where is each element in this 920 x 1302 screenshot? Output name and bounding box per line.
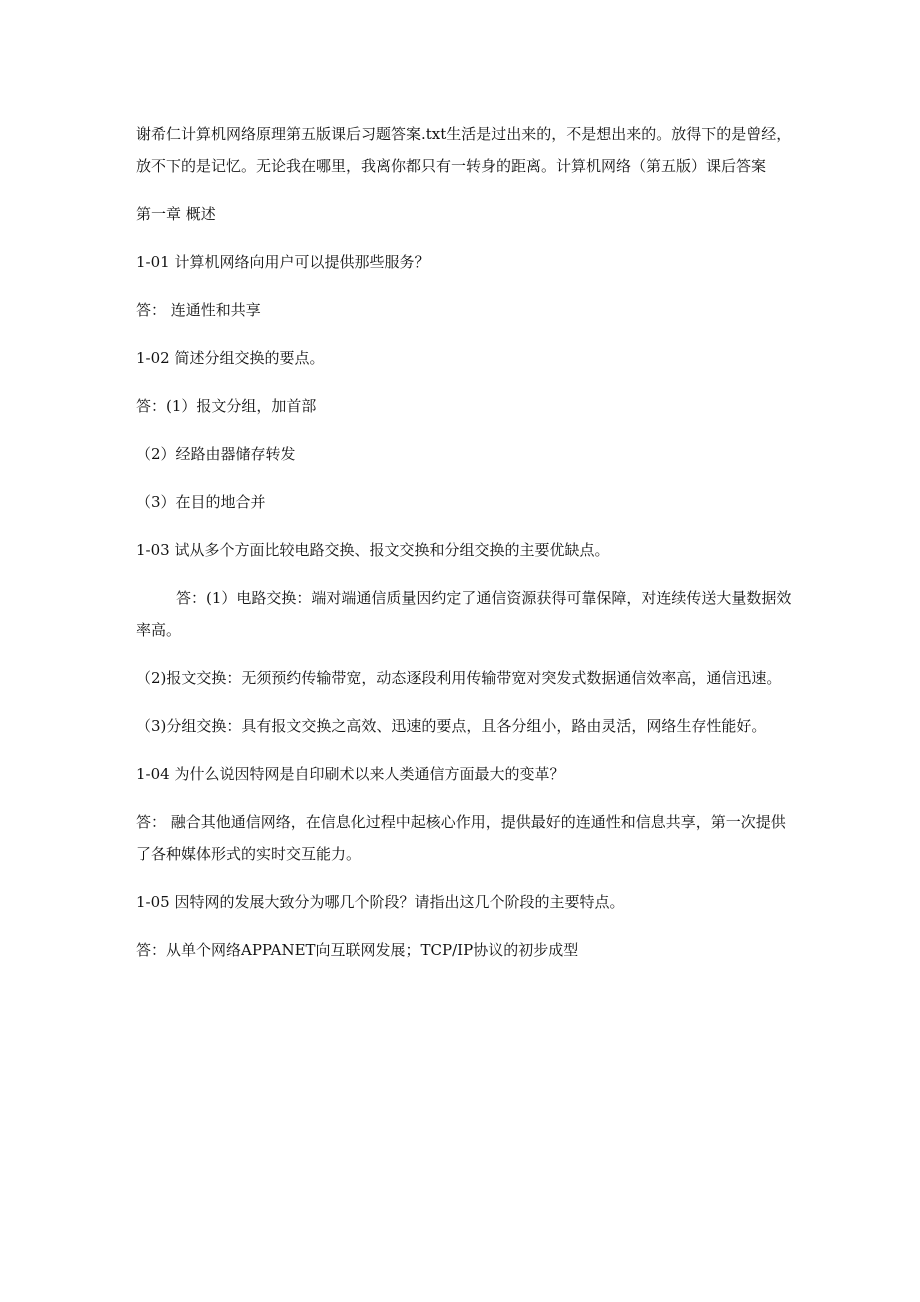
answer-1-02-item-1: 答：(1）报文分组，加首部	[136, 397, 317, 415]
answer-1-03-item-3: （3)分组交换：具有报文交换之高效、迅速的要点，且各分组小，路由灵活，网络生存性能好。	[136, 717, 767, 735]
question-1-05: 1-05 因特网的发展大致分为哪几个阶段？请指出这几个阶段的主要特点。	[136, 893, 625, 911]
answer-1-04: 答： 融合其他通信网络，在信息化过程中起核心作用，提供最好的连通性和信息共享，第一次提供了各种媒体形式的实时交互能力。	[136, 813, 786, 863]
question-1-01: 1-01 计算机网络向用户可以提供那些服务？	[136, 253, 430, 271]
answer-1-03-item-2: （2)报文交换：无须预约传输带宽，动态逐段利用传输带宽对突发式数据通信效率高，通信迅速。	[136, 669, 782, 687]
chapter-heading: 第一章 概述	[136, 205, 216, 223]
question-1-02: 1-02 简述分组交换的要点。	[136, 349, 325, 367]
answer-1-02-item-2: （2）经路由器储存转发	[136, 445, 296, 463]
answer-1-05: 答：从单个网络APPANET向互联网发展；TCP/IP协议的初步成型	[136, 941, 579, 959]
question-1-04: 1-04 为什么说因特网是自印刷术以来人类通信方面最大的变革？	[136, 765, 565, 783]
intro-paragraph: 谢希仁计算机网络原理第五版课后习题答案.txt生活是过出来的，不是想出来的。放得下的是曾经，放不下的是记忆。无论我在哪里，我离你都只有一转身的距离。计算机网络（第五版）课后答案	[136, 125, 792, 175]
answer-1-03-item-1: 答：(1）电路交换：端对端通信质量因约定了通信资源获得可靠保障，对连续传送大量数据效率高。	[136, 589, 792, 639]
question-1-03: 1-03 试从多个方面比较电路交换、报文交换和分组交换的主要优缺点。	[136, 541, 610, 559]
answer-1-02-item-3: （3）在目的地合并	[136, 493, 266, 511]
answer-1-01: 答： 连通性和共享	[136, 301, 261, 319]
document-body	[136, 118, 796, 966]
